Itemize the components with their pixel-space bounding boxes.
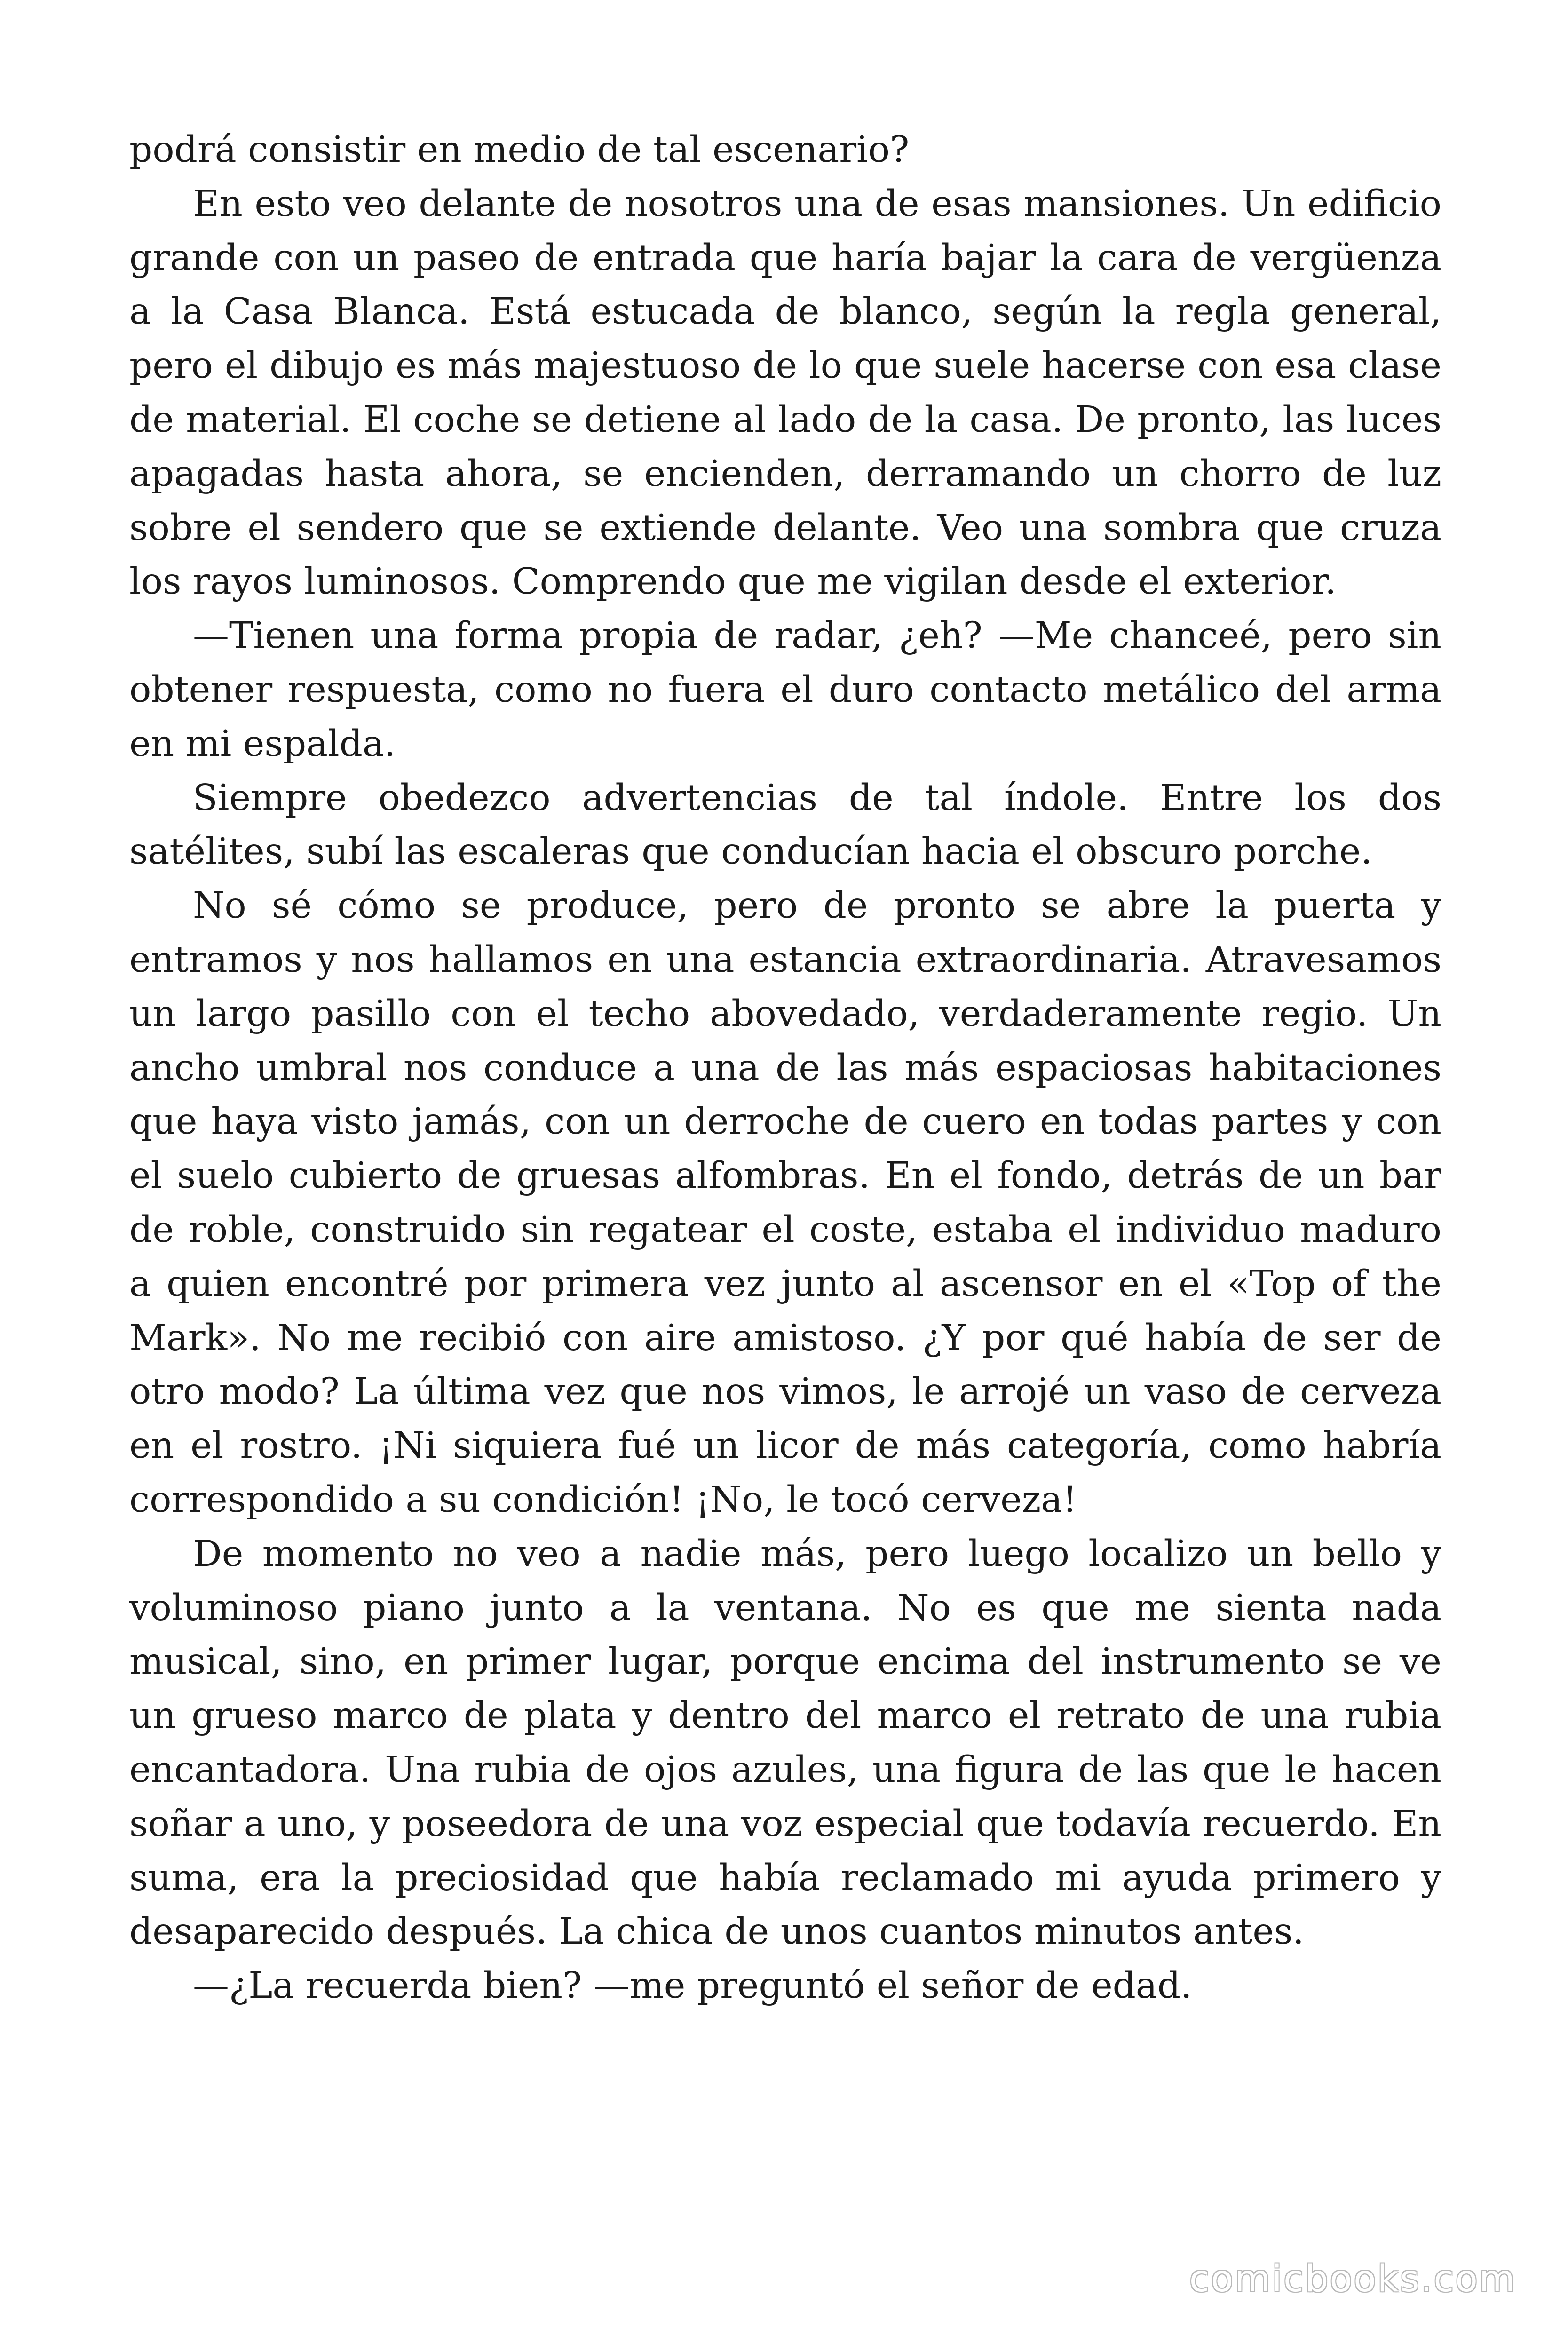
paragraph: No sé cómo se produce, pero de pronto se abre la puerta y entramos y nos hallamos en una estancia extraordinaria. Atravesamos un largo pasillo con el techo abovedado, verdaderamente regio. Un ancho umbral nos conduce a una de las más espaciosas habitaciones que haya visto jamás, con un derroche de cuero en todas partes y con el suelo cubierto de gruesas alfombras. En el fondo, detrás de un bar de roble, construido sin regatear el coste, estaba el individuo maduro a quien encontré por primera vez junto al ascensor en el «Top of the Mark». No me recibió con aire amistoso. ¿Y por qué había de ser de otro modo? La última vez que nos vimos, le arrojé un vaso de cerveza en el rostro. ¡Ni siquiera fué un licor de más categoría, como habría correspondido a su condición! ¡No, le tocó cerveza! bbox=[129, 885, 1441, 1521]
paragraph-dialogue: —Tienen una forma propia de radar, ¿eh? —Me chanceé, pero sin obtener respuesta, como no fuera el duro contacto metálico del arma en mi espalda. bbox=[129, 615, 1441, 765]
watermark: comicbooks.com bbox=[1189, 2258, 1516, 2300]
paragraph: En esto veo delante de nosotros una de esas mansiones. Un edificio grande con un paseo de entrada que haría bajar la cara de vergüenza a la Casa Blanca. Está estucada de blanco, según la regla general, pero el dibujo es más majestuoso de lo que suele hacerse con esa clase de material. El coche se detiene al lado de la casa. De pronto, las luces apagadas hasta ahora, se encienden, derramando un chorro de luz sobre el sendero que se extiende delante. Veo una sombra que cruza los rayos luminosos. Comprendo que me vigilan desde el exterior. bbox=[129, 183, 1441, 603]
paragraph-continuation: podrá consistir en medio de tal escenario? bbox=[129, 129, 910, 171]
paragraph: Siempre obedezco advertencias de tal índole. Entre los dos satélites, subí las escaleras que conducían hacia el obscuro porche. bbox=[129, 777, 1441, 873]
paragraph-dialogue: —¿La recuerda bien? —me preguntó el señor de edad. bbox=[193, 1965, 1192, 2007]
paragraph: De momento no veo a nadie más, pero luego localizo un bello y voluminoso piano junto a la ventana. No es que me sienta nada musical, sino, en primer lugar, porque encima del instrumento se ve un grueso marco de plata y dentro del marco el retrato de una rubia encantadora. Una rubia de ojos azules, una figura de las que le hacen soñar a uno, y poseedora de una voz especial que todavía recuerdo. En suma, era la preciosidad que había reclamado mi ayuda primero y desaparecido después. La chica de unos cuantos minutos antes. bbox=[129, 1533, 1441, 1953]
body-text bbox=[129, 123, 1441, 2013]
